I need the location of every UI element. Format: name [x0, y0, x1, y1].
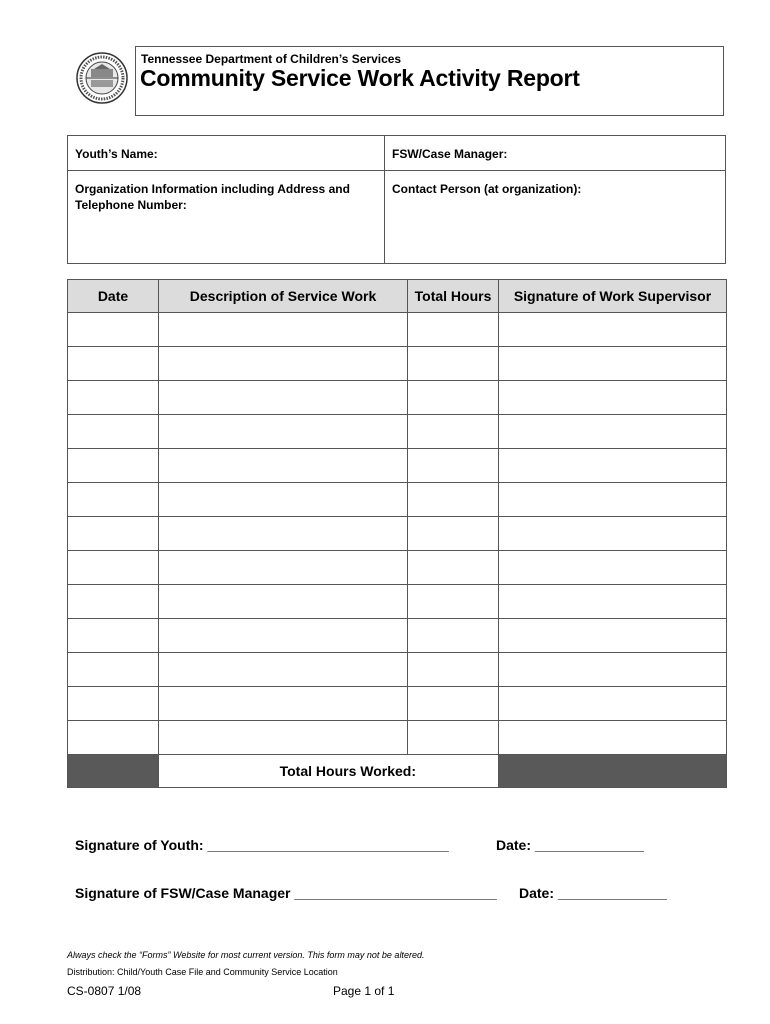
supervisor-signature-cell[interactable]: [499, 619, 727, 653]
hours-cell[interactable]: [408, 619, 499, 653]
description-cell[interactable]: [159, 687, 408, 721]
column-header-supervisor-signature: Signature of Work Supervisor: [499, 280, 727, 313]
log-entry-row: [68, 687, 727, 721]
log-entry-row: [68, 449, 727, 483]
supervisor-signature-cell[interactable]: [499, 721, 727, 755]
description-cell[interactable]: [159, 585, 408, 619]
supervisor-signature-cell[interactable]: [499, 483, 727, 517]
total-row-dark-cell: [499, 755, 727, 788]
hours-cell[interactable]: [408, 449, 499, 483]
manager-signature-line[interactable]: Signature of FSW/Case Manager __________________________: [75, 885, 497, 901]
forms-website-note: Always check the “Forms” Website for most current version. This form may not be altered.: [67, 950, 425, 960]
hours-cell[interactable]: [408, 313, 499, 347]
description-cell[interactable]: [159, 721, 408, 755]
total-hours-worked-label: Total Hours Worked:: [279, 763, 416, 779]
supervisor-signature-cell[interactable]: [499, 381, 727, 415]
description-cell[interactable]: [159, 483, 408, 517]
total-hours-worked-field[interactable]: [159, 755, 499, 788]
hours-cell[interactable]: [408, 347, 499, 381]
column-header-total-hours: Total Hours: [408, 280, 499, 313]
description-cell[interactable]: [159, 551, 408, 585]
case-manager-label: FSW/Case Manager:: [392, 147, 508, 161]
total-row: [68, 755, 727, 788]
date-cell[interactable]: [68, 653, 159, 687]
youth-signature-line[interactable]: Signature of Youth: _______________________________: [75, 837, 449, 853]
log-entry-row: [68, 347, 727, 381]
youth-name-field[interactable]: [68, 136, 385, 171]
description-cell[interactable]: [159, 449, 408, 483]
date-cell[interactable]: [68, 449, 159, 483]
date-cell[interactable]: [68, 551, 159, 585]
contact-person-label: Contact Person (at organization):: [392, 182, 582, 196]
date-cell[interactable]: [68, 619, 159, 653]
supervisor-signature-cell[interactable]: [499, 449, 727, 483]
date-cell[interactable]: [68, 415, 159, 449]
date-cell[interactable]: [68, 721, 159, 755]
date-cell[interactable]: [68, 381, 159, 415]
description-cell[interactable]: [159, 313, 408, 347]
header-box: [135, 46, 724, 116]
hours-cell[interactable]: [408, 381, 499, 415]
organization-field[interactable]: [68, 171, 385, 264]
log-entry-row: [68, 415, 727, 449]
log-entry-row: [68, 551, 727, 585]
hours-cell[interactable]: [408, 483, 499, 517]
date-cell[interactable]: [68, 585, 159, 619]
total-row-dark-cell: [68, 755, 159, 788]
log-entry-row: [68, 653, 727, 687]
supervisor-signature-cell[interactable]: [499, 551, 727, 585]
agency-name: Tennessee Department of Children’s Services: [141, 52, 402, 66]
description-cell[interactable]: [159, 347, 408, 381]
description-cell[interactable]: [159, 517, 408, 551]
log-entry-row: [68, 313, 727, 347]
form-number: CS-0807 1/08: [67, 984, 142, 998]
page-number: Page 1 of 1: [333, 984, 395, 998]
hours-cell[interactable]: [408, 585, 499, 619]
youth-date-line[interactable]: Date: ______________: [496, 837, 644, 853]
contact-person-field[interactable]: [385, 171, 726, 264]
form-title: Community Service Work Activity Report: [140, 65, 580, 91]
info-table: [67, 135, 726, 264]
date-cell[interactable]: [68, 347, 159, 381]
date-cell[interactable]: [68, 517, 159, 551]
log-entry-row: [68, 483, 727, 517]
hours-cell[interactable]: [408, 653, 499, 687]
case-manager-field[interactable]: [385, 136, 726, 171]
distribution-note: Distribution: Child/Youth Case File and Community Service Location: [67, 967, 338, 977]
log-entry-row: [68, 381, 727, 415]
hours-cell[interactable]: [408, 687, 499, 721]
manager-date-line[interactable]: Date: ______________: [519, 885, 667, 901]
log-entry-row: [68, 619, 727, 653]
service-log-table: [67, 279, 727, 788]
supervisor-signature-cell[interactable]: [499, 313, 727, 347]
description-cell[interactable]: [159, 653, 408, 687]
youth-name-label: Youth’s Name:: [75, 147, 158, 161]
hours-cell[interactable]: [408, 517, 499, 551]
description-cell[interactable]: [159, 619, 408, 653]
date-cell[interactable]: [68, 687, 159, 721]
log-entry-row: [68, 585, 727, 619]
state-seal-icon: [76, 52, 128, 104]
column-header-description: Description of Service Work: [159, 280, 408, 313]
date-cell[interactable]: [68, 483, 159, 517]
date-cell[interactable]: [68, 313, 159, 347]
hours-cell[interactable]: [408, 415, 499, 449]
description-cell[interactable]: [159, 415, 408, 449]
hours-cell[interactable]: [408, 551, 499, 585]
description-cell[interactable]: [159, 381, 408, 415]
supervisor-signature-cell[interactable]: [499, 687, 727, 721]
log-header-row: [68, 280, 727, 313]
supervisor-signature-cell[interactable]: [499, 517, 727, 551]
hours-cell[interactable]: [408, 721, 499, 755]
supervisor-signature-cell[interactable]: [499, 653, 727, 687]
organization-label: Organization Information including Address and Telephone Number:: [75, 182, 350, 212]
supervisor-signature-cell[interactable]: [499, 347, 727, 381]
column-header-date: Date: [68, 280, 159, 313]
log-entry-row: [68, 517, 727, 551]
log-entry-row: [68, 721, 727, 755]
supervisor-signature-cell[interactable]: [499, 585, 727, 619]
supervisor-signature-cell[interactable]: [499, 415, 727, 449]
